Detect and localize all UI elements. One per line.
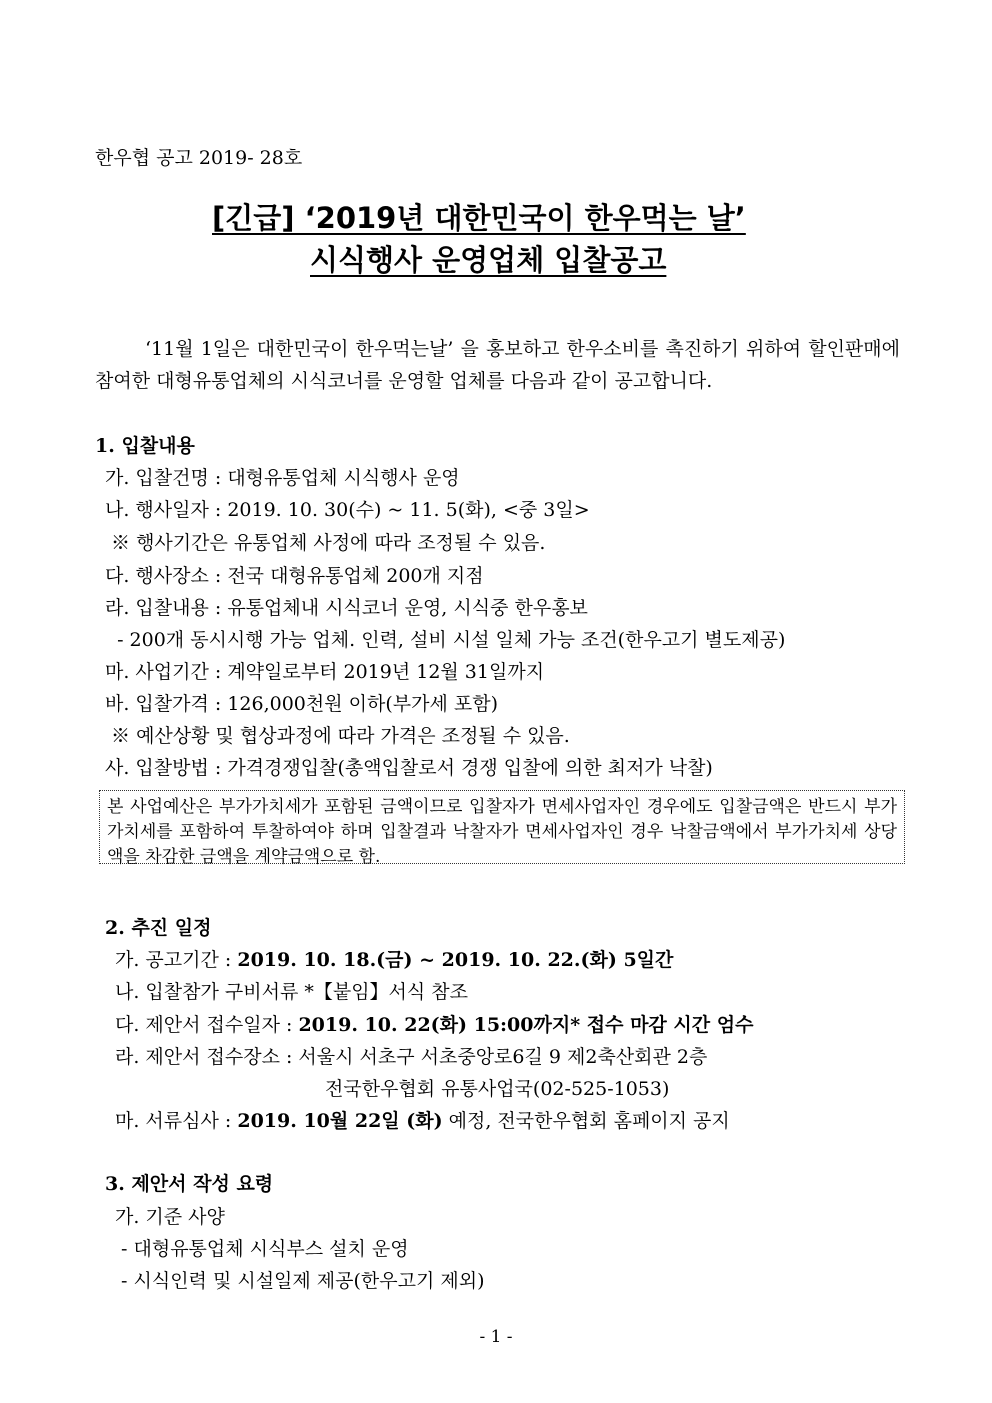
title-line-1: [긴급] ‘2019년 대한민국이 한우먹는 날’ bbox=[212, 201, 746, 235]
intro-paragraph: ‘11월 1일은 대한민국이 한우먹는날’ 을 홍보하고 한우소비를 촉진하기 위하여 할인판매에 참여한 대형유통업체의 시식코너를 운영할 업체를 다음과 같이 공고합니다. bbox=[95, 338, 900, 392]
section1-item: 라. 입찰내용 : 유통업체내 시식코너 운영, 시식중 한우홍보 bbox=[105, 597, 588, 619]
schedule-review bbox=[115, 1106, 730, 1133]
section1-note-item: ※ 예산상황 및 협상과정에 따라 가격은 조정될 수 있음. bbox=[105, 725, 570, 747]
section1-item: 바. 입찰가격 : 126,000천원 이하(부가세 포함) bbox=[105, 693, 498, 715]
schedule-suffix: 예정, 전국한우협회 홈페이지 공지 bbox=[442, 1110, 730, 1132]
schedule-documents: 나. 입찰참가 구비서류 *【붙임】서식 참조 bbox=[115, 981, 469, 1003]
section3-subitem: - 시식인력 및 시설일제 제공(한우고기 제외) bbox=[115, 1270, 485, 1292]
notice-number: 한우협 공고 2019- 28호 bbox=[95, 147, 303, 169]
schedule-submission-date bbox=[115, 1010, 753, 1037]
schedule-value: 2019. 10. 18.(금) ~ 2019. 10. 22.(화) 5일간 bbox=[237, 949, 674, 971]
schedule-value: 2019. 10월 22일 (화) bbox=[237, 1110, 443, 1132]
section3-heading: 3. 제안서 작성 요령 bbox=[105, 1173, 274, 1195]
section1-item: 나. 행사일자 : 2019. 10. 30(수) ~ 11. 5(화), <중 3일> bbox=[105, 499, 590, 521]
schedule-value: 2019. 10. 22(화) 15:00까지* 접수 마감 시간 엄수 bbox=[298, 1014, 754, 1036]
schedule-submission-place-contact: 전국한우협회 유통사업국(02-525-1053) bbox=[325, 1078, 670, 1100]
schedule-label: 가. 공고기간 : bbox=[115, 949, 238, 971]
schedule-submission-place: 라. 제안서 접수장소 : 서울시 서초구 서초중앙로6길 9 제2축산회관 2층 bbox=[115, 1046, 708, 1068]
section1-heading: 1. 입찰내용 bbox=[95, 435, 195, 457]
section1-item: 가. 입찰건명 : 대형유통업체 시식행사 운영 bbox=[105, 467, 460, 489]
section3-item: 가. 기준 사양 bbox=[115, 1206, 225, 1228]
title-line-2: 시식행사 운영업체 입찰공고 bbox=[310, 243, 667, 277]
schedule-label: 마. 서류심사 : bbox=[115, 1110, 238, 1132]
vat-notice-box: 본 사업예산은 부가가치세가 포함된 금액이므로 입찰자가 면세사업자인 경우에도 입찰금액은 반드시 부가가치세를 포함하여 투찰하여야 하며 입찰결과 낙찰자가 면세사업자인 경우 낙찰금액에서 부가가치세 상당액을 차감한 금액을 계약금액으로 함. bbox=[99, 790, 905, 864]
section1-item: 사. 입찰방법 : 가격경쟁입찰(총액입찰로서 경쟁 입찰에 의한 최저가 낙찰) bbox=[105, 757, 713, 779]
section1-item: 마. 사업기간 : 계약일로부터 2019년 12월 31일까지 bbox=[105, 661, 545, 683]
section1-item: 다. 행사장소 : 전국 대형유통업체 200개 지점 bbox=[105, 565, 484, 587]
schedule-notice-period bbox=[115, 945, 673, 972]
page-number: - 1 - bbox=[479, 1327, 513, 1347]
section1-note-item: ※ 행사기간은 유통업체 사정에 따라 조정될 수 있음. bbox=[105, 532, 546, 554]
schedule-label: 다. 제안서 접수일자 : bbox=[115, 1014, 299, 1036]
section3-subitem: - 대형유통업체 시식부스 설치 운영 bbox=[115, 1238, 409, 1260]
section2-heading: 2. 추진 일정 bbox=[105, 917, 212, 939]
section1-subitem: - 200개 동시시행 가능 업체. 인력, 설비 시설 일체 가능 조건(한우고기 별도제공) bbox=[105, 629, 786, 651]
